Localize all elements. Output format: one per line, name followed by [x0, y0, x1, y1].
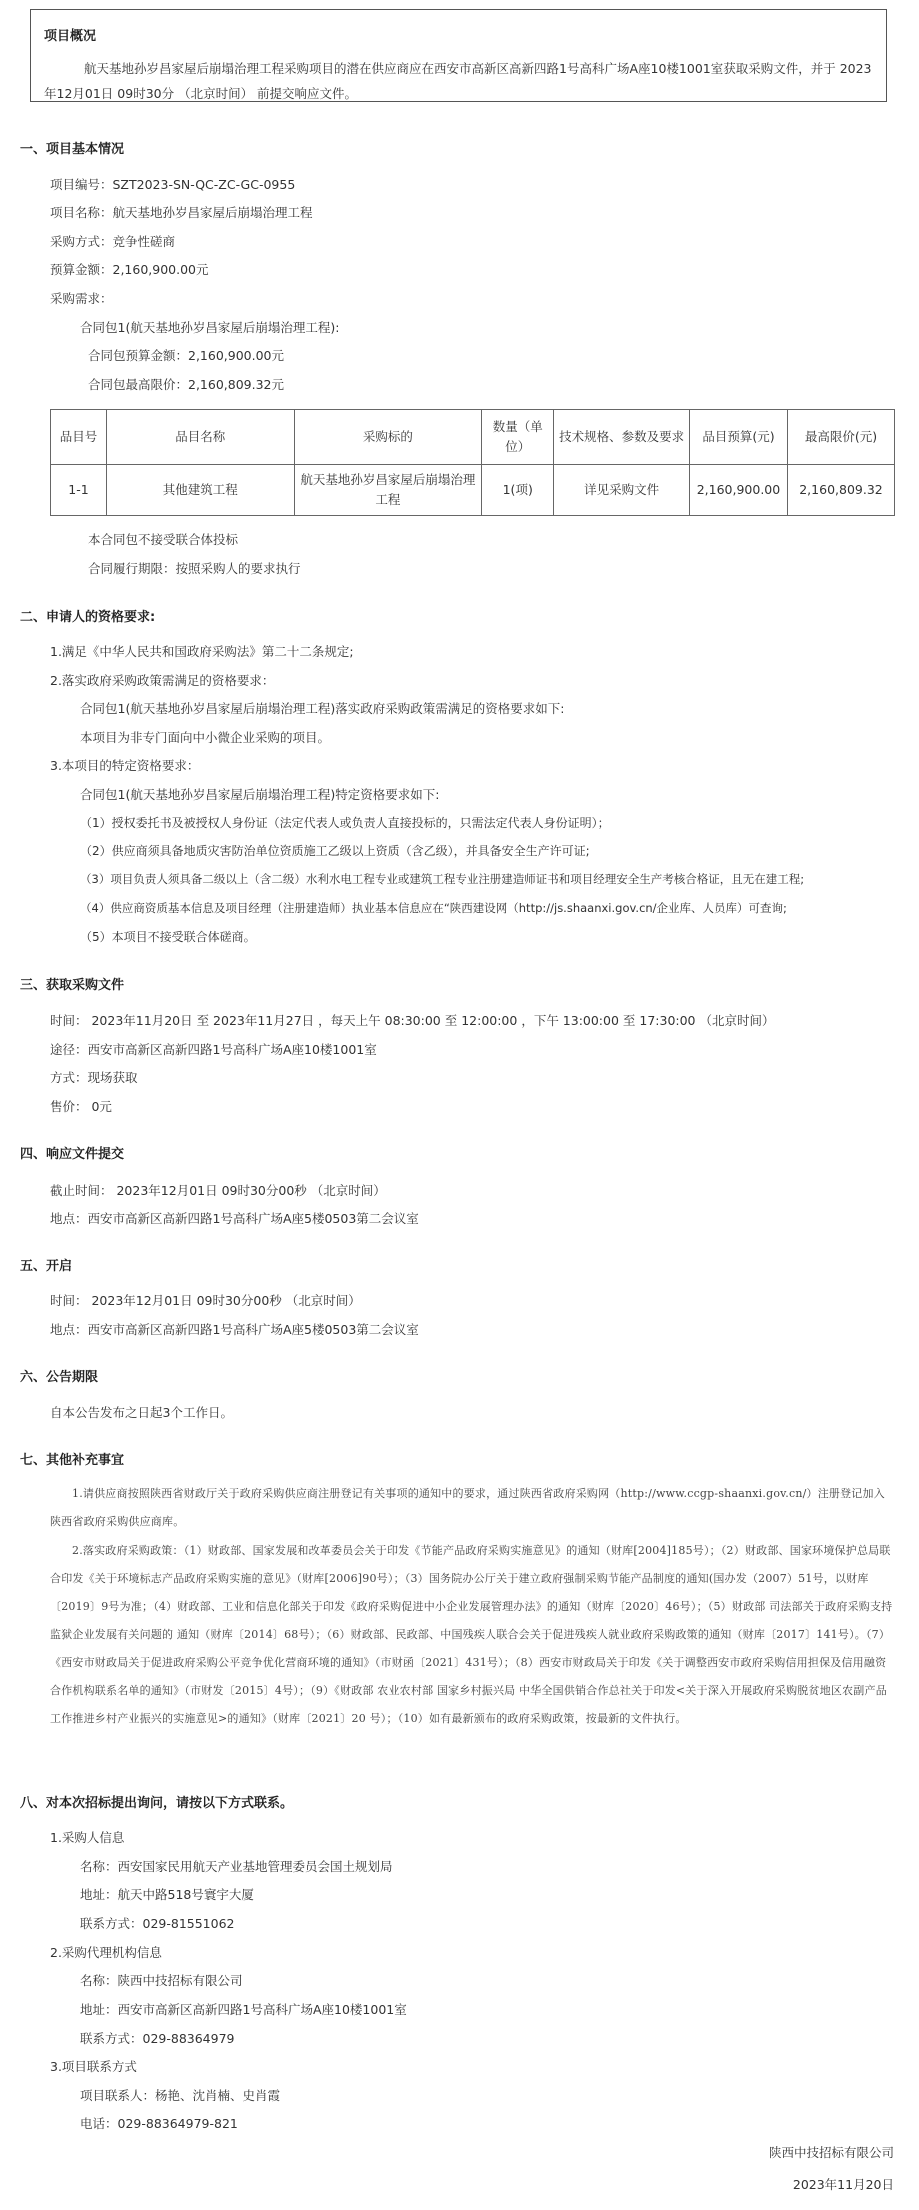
table-header-row	[51, 410, 895, 465]
qualification-item: 3.本项目的特定资格要求：	[50, 758, 200, 773]
section-6-heading: 六、公告期限	[20, 1370, 99, 1385]
purchaser-info-label: 1.采购人信息	[50, 1830, 125, 1845]
qualification-item: 本项目为非专门面向中小微企业采购的项目。	[80, 730, 331, 745]
qualification-item: 2.落实政府采购政策需满足的资格要求：	[50, 673, 275, 688]
footer-organization: 陕西中技招标有限公司	[768, 2145, 894, 2160]
section-1-heading: 一、项目基本情况	[20, 142, 125, 157]
table-cell: 其他建筑工程	[106, 465, 294, 516]
requirement-item: （2）供应商须具备地质灾害防治单位资质施工乙级以上资质（含乙级），并具备安全生产许可证;	[80, 844, 590, 858]
requirement-item: （5）本项目不接受联合体磋商。	[80, 930, 256, 944]
requirement-item: （3）项目负责人须具备二级以上（含二级）水利水电工程专业或建筑工程专业注册建造师证书和项目经理安全生产考核合格证，且无在建工程;	[80, 872, 805, 886]
agency-name: 名称：陕西中技招标有限公司	[80, 1973, 243, 1988]
agency-info-label: 2.采购代理机构信息	[50, 1945, 162, 1960]
purchaser-phone: 联系方式：029-81551062	[80, 1916, 235, 1931]
project-code: 项目编号：SZT2023-SN-QC-ZC-GC-0955	[50, 177, 296, 192]
project-contact-person: 项目联系人：杨艳、沈肖楠、史肖霞	[80, 2088, 281, 2103]
section-5-heading: 五、开启	[20, 1259, 73, 1274]
qualification-item: 1.满足《中华人民共和国政府采购法》第二十二条规定;	[50, 644, 354, 659]
table-cell: 详见采购文件	[554, 465, 690, 516]
obtain-mode: 方式：现场获取	[50, 1070, 138, 1085]
purchaser-address: 地址：航天中路518号寰宇大厦	[80, 1887, 254, 1902]
supplement-paragraph: 1.请供应商按照陕西省财政厅关于政府采购供应商注册登记有关事项的通知中的要求，通过陕西省政府采购网（http://www.ccgp-shaanxi.gov.cn/）注册登记加入陕西省政府采购供应商库。	[50, 1487, 885, 1528]
contract-period: 合同履行期限：按照采购人的要求执行	[88, 561, 301, 576]
table-cell: 1-1	[51, 465, 107, 516]
overview-text: 航天基地孙岁昌家屋后崩塌治理工程采购项目的潜在供应商应在西安市高新区高新四路1号高科广场A座10楼1001室获取采购文件，并于 2023年12月01日 09时30分 （北京时间） 前提交响应文件。	[44, 61, 872, 101]
project-contact-phone: 电话：029-88364979-821	[80, 2116, 238, 2131]
supplement-paragraph: 2.落实政府采购政策：（1）财政部、国家发展和改革委员会关于印发《节能产品政府采购实施意见》的通知（财库[2004]185号）；（2）财政部、国家环境保护总局联合印发《关于环境标志产品政府采购实施的意见》（财库[2006]90号）；（3）国务院办公厅关于建立政府强制采购节能产品制度的通知(国办发（2007）51号，以财库〔2019〕9号为准；（4）财政部、工业和信息化部关于印发《政府采购促进中小企业发展管理办法》的通知（财库〔2020〕46号）；（5）财政部 司法部关于政府采购支持监狱企业发展有关问题的 通知（财库〔2014〕68号）；（6）财政部、民政部、中国残疾人联合会关于促进残疾人就业政府采购政策的通知（财库〔2017〕141号）。（7）《西安市财政局关于促进政府采购公平竞争优化营商环境的通知》（市财函〔2021〕431号）；（8）西安市财政局关于印发《关于调整西安市政府采购信用担保及信用融资合作机构联系名单的通知》（市财发〔2015〕4号）；（9）《财政部 农业农村部 国家乡村振兴局 中华全国供销合作总社关于印发<关于深入开展政府采购脱贫地区农副产品工作推进乡村产业振兴的实施意见>的通知》（财库〔2021〕20 号）；（10）如有最新颁布的政府采购政策，按最新的文件执行。	[50, 1544, 893, 1725]
procurement-needs-label: 采购需求：	[50, 291, 113, 306]
requirement-item: （4）供应商资质基本信息及项目经理（注册建造师）执业基本信息应在“陕西建设网（http://js.shaanxi.gov.cn/企业库、人员库）可查询;	[80, 901, 787, 915]
contract-package-title: 合同包1(航天基地孙岁昌家屋后崩塌治理工程):	[80, 320, 340, 335]
project-overview-box	[30, 9, 887, 102]
table-header: 采购标的	[294, 410, 482, 465]
table-header: 品目号	[51, 410, 107, 465]
footer-date: 2023年11月20日	[792, 2177, 894, 2192]
items-table	[50, 409, 895, 516]
opening-place: 地点：西安市高新区高新四路1号高科广场A座5楼0503第二会议室	[50, 1322, 419, 1337]
purchaser-name: 名称：西安国家民用航天产业基地管理委员会国土规划局	[80, 1859, 393, 1874]
table-header: 数量（单位）	[482, 410, 554, 465]
agency-address: 地址：西安市高新区高新四路1号高科广场A座10楼1001室	[80, 2002, 407, 2017]
project-name: 项目名称：航天基地孙岁昌家屋后崩塌治理工程	[50, 205, 313, 220]
section-4-heading: 四、响应文件提交	[20, 1147, 125, 1162]
procurement-method: 采购方式：竞争性磋商	[50, 234, 176, 249]
no-joint-bid-note: 本合同包不接受联合体投标	[88, 532, 239, 547]
table-cell: 1(项)	[482, 465, 554, 516]
table-header: 品目名称	[106, 410, 294, 465]
section-2-heading: 二、申请人的资格要求:	[20, 610, 156, 625]
budget-amount: 预算金额：2,160,900.00元	[50, 262, 209, 277]
table-row	[51, 465, 895, 516]
agency-phone: 联系方式：029-88364979	[80, 2031, 235, 2046]
table-cell: 2,160,900.00	[689, 465, 787, 516]
package-max-price: 合同包最高限价：2,160,809.32元	[88, 377, 284, 392]
qualification-item: 合同包1(航天基地孙岁昌家屋后崩塌治理工程)落实政府采购政策需满足的资格要求如下:	[80, 701, 565, 716]
table-cell: 航天基地孙岁昌家屋后崩塌治理工程	[294, 465, 482, 516]
section-3-heading: 三、获取采购文件	[20, 978, 125, 993]
obtain-way: 途径：西安市高新区高新四路1号高科广场A座10楼1001室	[50, 1042, 377, 1057]
table-header: 技术规格、参数及要求	[554, 410, 690, 465]
table-header: 最高限价(元)	[787, 410, 894, 465]
requirement-item: （1）授权委托书及被授权人身份证（法定代表人或负责人直接投标的，只需法定代表人身份证明）；	[80, 816, 610, 830]
opening-time: 时间： 2023年12月01日 09时30分00秒 （北京时间）	[50, 1293, 361, 1308]
qualification-item: 合同包1(航天基地孙岁昌家屋后崩塌治理工程)特定资格要求如下:	[80, 787, 440, 802]
obtain-time: 时间： 2023年11月20日 至 2023年11月27日 ，每天上午 08:30:00 至 12:00:00 ，下午 13:00:00 至 17:30:00 （北京时间）	[50, 1013, 775, 1028]
notice-period: 自本公告发布之日起3个工作日。	[50, 1405, 233, 1420]
table-header: 品目预算(元)	[689, 410, 787, 465]
table-cell: 2,160,809.32	[787, 465, 894, 516]
project-contact-label: 3.项目联系方式	[50, 2059, 137, 2074]
document-price: 售价： 0元	[50, 1099, 112, 1114]
overview-title: 项目概况	[44, 29, 97, 44]
submission-deadline: 截止时间： 2023年12月01日 09时30分00秒 （北京时间）	[50, 1183, 386, 1198]
section-7-heading: 七、其他补充事宜	[20, 1453, 125, 1468]
section-8-heading: 八、对本次招标提出询问，请按以下方式联系。	[20, 1796, 294, 1811]
submission-place: 地点：西安市高新区高新四路1号高科广场A座5楼0503第二会议室	[50, 1211, 419, 1226]
package-budget: 合同包预算金额：2,160,900.00元	[88, 348, 284, 363]
